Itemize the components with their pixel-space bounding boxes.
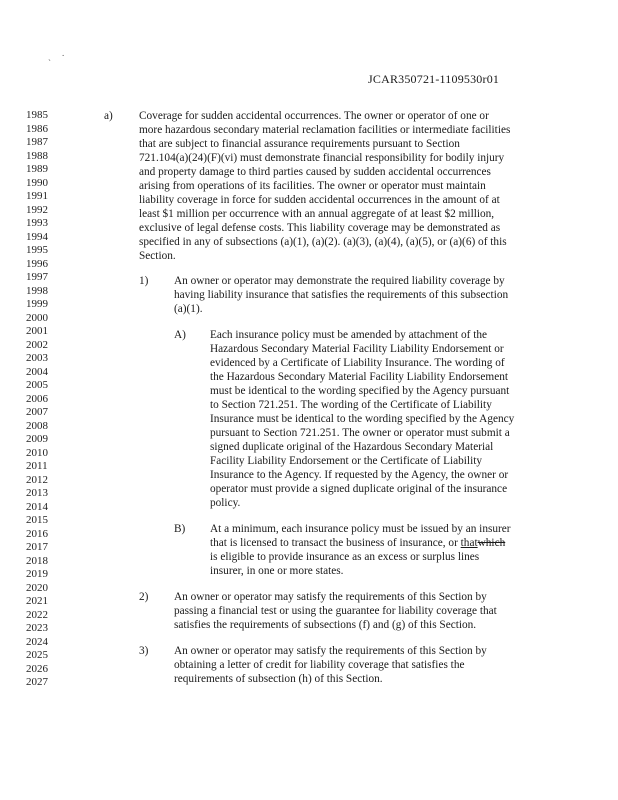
item-B-line: insurer, in one or more states. xyxy=(210,565,344,577)
scan-mark: . xyxy=(62,48,65,58)
line-number: 2011 xyxy=(26,460,48,472)
line-number: 1996 xyxy=(26,257,48,270)
line-number: 2007 xyxy=(26,406,48,418)
item-B-line-amended xyxy=(210,537,505,549)
line-number: 1987 xyxy=(26,136,48,148)
item-B-line: At a minimum, each insurance policy must be issued by an insurer xyxy=(210,523,511,535)
line-number: 2005 xyxy=(26,379,48,391)
document-id-header: JCAR350721-1109530r01 xyxy=(368,72,500,86)
inserted-text: that xyxy=(460,537,478,549)
item-A-line: Each insurance policy must be amended by attachment of the xyxy=(210,329,487,341)
line-number: 2008 xyxy=(26,419,48,432)
line-number: 2002 xyxy=(26,338,48,351)
line-number: 2021 xyxy=(26,595,48,607)
line-number: 2015 xyxy=(26,514,48,526)
section-a-line: that are subject to financial assurance requirements pursuant to Section xyxy=(139,138,460,150)
section-a-line: Section. xyxy=(139,250,176,262)
item-A-line: Insurance must be identical to the wording specified by the Agency xyxy=(210,413,515,425)
item-2-line: An owner or operator may satisfy the requirements of this Section by xyxy=(174,591,487,603)
line-number: 1997 xyxy=(26,271,48,283)
subsection-label-A: A) xyxy=(174,329,186,341)
scan-mark: ` xyxy=(48,58,51,68)
item-1-line: An owner or operator may demonstrate the required liability coverage by xyxy=(174,275,505,287)
line-number: 2024 xyxy=(26,635,48,648)
section-a-line: 721.104(a)(24)(F)(vi) must demonstrate financial responsibility for bodily injury xyxy=(139,152,505,164)
item-1-line: having liability insurance that satisfies the requirements of this subsection xyxy=(174,289,509,301)
line-number: 1988 xyxy=(26,149,48,162)
deleted-text: which xyxy=(477,537,506,549)
line-number: 2027 xyxy=(26,676,48,688)
line-number: 1985 xyxy=(26,109,48,121)
item-3-line: An owner or operator may satisfy the requirements of this Section by xyxy=(174,645,487,657)
item-A-line: the Hazardous Secondary Material Facility Liability Endorsement xyxy=(210,371,509,383)
item-A-line: Insurance to the Agency. If requested by the Agency, the owner or xyxy=(210,469,509,481)
line-number: 2001 xyxy=(26,325,48,337)
subsection-label-3: 3) xyxy=(139,645,149,657)
line-number: 2012 xyxy=(26,473,48,486)
line-number: 1995 xyxy=(26,244,48,256)
line-number: 2025 xyxy=(26,649,48,661)
item-2-line: satisfies the requirements of subsections (f) and (g) of this Section. xyxy=(174,619,477,631)
line-number: 2023 xyxy=(26,622,48,634)
item-A-line: must be identical to the wording specified by the Agency pursuant xyxy=(210,385,510,397)
item-A-line: policy. xyxy=(210,497,241,509)
line-number: 1998 xyxy=(26,284,48,297)
section-a-line: exclusive of legal defense costs. This liability coverage may be demonstrated as xyxy=(139,222,501,234)
section-a-line: and property damage to third parties caused by sudden accidental occurrences xyxy=(139,166,491,178)
line-number: 2006 xyxy=(26,392,48,405)
item-A-line: Hazardous Secondary Material Facility Liability Endorsement or xyxy=(210,343,504,355)
line-number: 1986 xyxy=(26,122,48,135)
line-number: 2009 xyxy=(26,433,48,445)
subsection-label-2: 2) xyxy=(139,591,149,603)
section-a-line: liability coverage in force for sudden accidental occurrences in the amount of at xyxy=(139,194,500,206)
line-number: 2010 xyxy=(26,446,48,459)
line-number: 2017 xyxy=(26,541,48,553)
line-number: 2004 xyxy=(26,365,48,378)
line-number: 1992 xyxy=(26,203,48,216)
line-number: 2014 xyxy=(26,500,48,513)
section-a-line: more hazardous secondary material reclamation facilities or intermediate facilities xyxy=(139,124,511,136)
line-number: 1993 xyxy=(26,217,48,229)
line-number: 1989 xyxy=(26,163,48,175)
item-A-line: signed duplicate original of the Hazardous Secondary Material xyxy=(210,441,494,453)
section-a-line: specified in any of subsections (a)(1), (a)(2). (a)(3), (a)(4), (a)(5), or (a)(6) of this xyxy=(139,236,507,248)
line-number: 2026 xyxy=(26,662,48,675)
line-number: 2016 xyxy=(26,527,48,540)
subsection-label-1: 1) xyxy=(139,275,149,287)
item-2-line: passing a financial test or using the guarantee for liability coverage that xyxy=(174,605,497,617)
line-number: 2003 xyxy=(26,352,48,364)
item-B-line: is eligible to provide insurance as an excess or surplus lines xyxy=(210,551,480,563)
section-a-line: least $1 million per occurrence with an annual aggregate of at least $2 million, xyxy=(139,208,495,220)
line-number: 1991 xyxy=(26,190,48,202)
line-number: 2019 xyxy=(26,568,48,580)
line-number: 1999 xyxy=(26,298,48,310)
line-number: 2000 xyxy=(26,311,48,324)
line-number: 1994 xyxy=(26,230,48,243)
item-A-line: to Section 721.251. The wording of the Certificate of Liability xyxy=(210,399,492,411)
item-A-line: Facility Liability Endorsement or the Certificate of Liability xyxy=(210,455,482,467)
line-number: 1990 xyxy=(26,176,48,189)
item-B-text: that is licensed to transact the business of insurance, or xyxy=(210,537,461,549)
item-1-line: (a)(1). xyxy=(174,303,203,315)
item-A-line: evidenced by a Certificate of Liability Insurance. The wording of xyxy=(210,357,505,369)
line-number: 2018 xyxy=(26,554,48,567)
line-number: 2013 xyxy=(26,487,48,499)
subsection-label-a: a) xyxy=(104,110,113,122)
item-A-line: pursuant to Section 721.251. The owner or operator must submit a xyxy=(210,427,510,439)
item-3-line: obtaining a letter of credit for liability coverage that satisfies the xyxy=(174,659,465,671)
line-number: 2020 xyxy=(26,581,48,594)
section-a-line: arising from operations of its facilities. The owner or operator must maintain xyxy=(139,180,486,192)
subsection-label-B: B) xyxy=(174,523,186,535)
section-a-line: Coverage for sudden accidental occurrences. The owner or operator of one or xyxy=(139,110,489,122)
line-number: 2022 xyxy=(26,608,48,621)
item-3-line: requirements of subsection (h) of this Section. xyxy=(174,673,383,685)
item-A-line: operator must provide a signed duplicate original of the insurance xyxy=(210,483,508,495)
